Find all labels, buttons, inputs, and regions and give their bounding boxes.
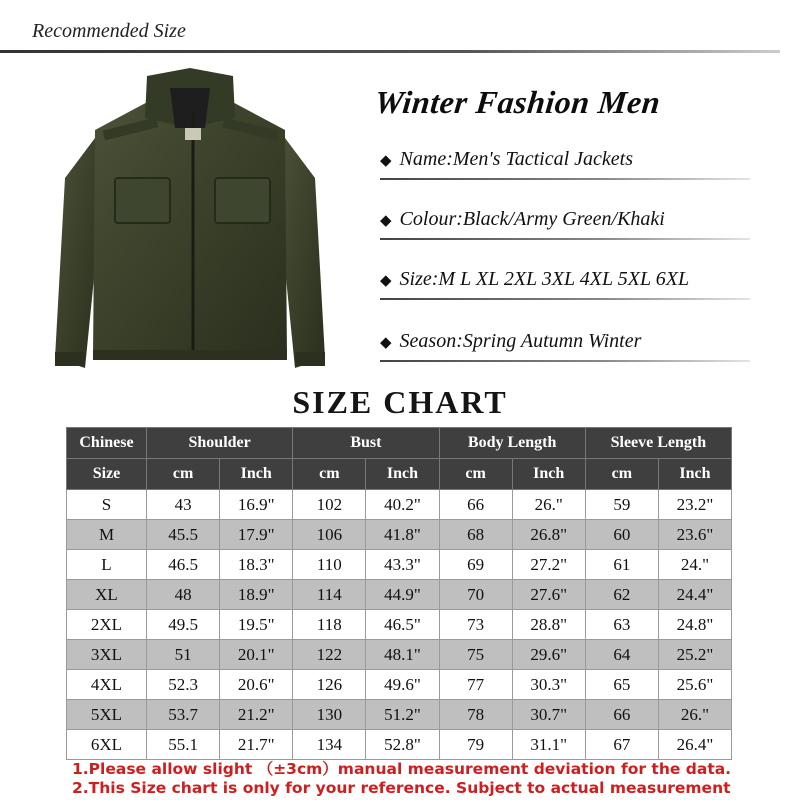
table-cell: 28.8"	[512, 610, 585, 640]
table-cell: 48.1"	[366, 640, 439, 670]
size-chart-table	[66, 427, 732, 760]
table-cell: 29.6"	[512, 640, 585, 670]
table-cell: 23.6"	[658, 520, 731, 550]
spec-colour-text: Colour:Black/Army Green/Khaki	[399, 208, 665, 230]
table-cell: 48	[147, 580, 220, 610]
table-cell: 61	[585, 550, 658, 580]
size-cell: XL	[67, 580, 147, 610]
table-cell: 52.8"	[366, 730, 439, 760]
spec-name	[380, 148, 750, 171]
table-cell: 26."	[512, 490, 585, 520]
diamond-icon: ◆	[380, 335, 392, 351]
header-sleeve-length: Sleeve Length	[585, 428, 731, 459]
table-cell: 24.4"	[658, 580, 731, 610]
header-size: Size	[67, 459, 147, 490]
spec-name-text: Name:Men's Tactical Jackets	[399, 148, 634, 170]
table-cell: 27.6"	[512, 580, 585, 610]
table-cell: 53.7	[147, 700, 220, 730]
table-cell: 122	[293, 640, 366, 670]
table-cell: 25.6"	[658, 670, 731, 700]
table-cell: 66	[585, 700, 658, 730]
table-row	[67, 610, 732, 640]
table-cell: 49.6"	[366, 670, 439, 700]
table-cell: 31.1"	[512, 730, 585, 760]
table-cell: 51.2"	[366, 700, 439, 730]
table-row	[67, 550, 732, 580]
table-row	[67, 580, 732, 610]
spec-divider	[380, 298, 750, 300]
size-cell: 6XL	[67, 730, 147, 760]
table-cell: 65	[585, 670, 658, 700]
table-cell: 20.6"	[220, 670, 293, 700]
table-cell: 19.5"	[220, 610, 293, 640]
table-cell: 43	[147, 490, 220, 520]
table-cell: 27.2"	[512, 550, 585, 580]
header-shoulder: Shoulder	[147, 428, 293, 459]
table-cell: 30.3"	[512, 670, 585, 700]
size-cell: 3XL	[67, 640, 147, 670]
table-cell: 77	[439, 670, 512, 700]
size-cell: 4XL	[67, 670, 147, 700]
unit-inch: Inch	[220, 459, 293, 490]
header-body-length: Body Length	[439, 428, 585, 459]
table-cell: 26."	[658, 700, 731, 730]
table-cell: 110	[293, 550, 366, 580]
table-cell: 46.5	[147, 550, 220, 580]
table-row	[67, 520, 732, 550]
table-cell: 51	[147, 640, 220, 670]
table-row	[67, 640, 732, 670]
table-cell: 60	[585, 520, 658, 550]
table-cell: 73	[439, 610, 512, 640]
note-reference-only: 2.This Size chart is only for your reference. Subject to actual measurement	[72, 779, 731, 797]
table-cell: 68	[439, 520, 512, 550]
table-cell: 114	[293, 580, 366, 610]
table-cell: 126	[293, 670, 366, 700]
size-cell: 5XL	[67, 700, 147, 730]
header-chinese: Chinese	[67, 428, 147, 459]
spec-divider	[380, 178, 750, 180]
spec-colour	[380, 208, 750, 231]
table-cell: 40.2"	[366, 490, 439, 520]
table-cell: 17.9"	[220, 520, 293, 550]
table-cell: 134	[293, 730, 366, 760]
spec-season	[380, 330, 750, 353]
table-cell: 70	[439, 580, 512, 610]
size-cell: M	[67, 520, 147, 550]
table-cell: 18.3"	[220, 550, 293, 580]
spec-divider	[380, 360, 750, 362]
diamond-icon: ◆	[380, 153, 392, 169]
size-chart-title: SIZE CHART	[292, 384, 508, 420]
diamond-icon: ◆	[380, 273, 392, 289]
header-divider	[0, 50, 780, 53]
table-row	[67, 730, 732, 760]
table-cell: 24.8"	[658, 610, 731, 640]
table-row	[67, 670, 732, 700]
table-cell: 26.8"	[512, 520, 585, 550]
table-cell: 52.3	[147, 670, 220, 700]
table-cell: 59	[585, 490, 658, 520]
table-row	[67, 490, 732, 520]
unit-inch: Inch	[366, 459, 439, 490]
table-cell: 69	[439, 550, 512, 580]
tactical-jacket-icon	[55, 68, 325, 388]
table-cell: 67	[585, 730, 658, 760]
header-bust: Bust	[293, 428, 439, 459]
size-cell: L	[67, 550, 147, 580]
unit-inch: Inch	[512, 459, 585, 490]
spec-size	[380, 268, 750, 291]
table-cell: 16.9"	[220, 490, 293, 520]
table-cell: 78	[439, 700, 512, 730]
table-cell: 21.2"	[220, 700, 293, 730]
table-cell: 79	[439, 730, 512, 760]
header-title: Recommended Size	[32, 20, 186, 42]
table-cell: 45.5	[147, 520, 220, 550]
unit-cm: cm	[585, 459, 658, 490]
table-cell: 102	[293, 490, 366, 520]
size-cell: S	[67, 490, 147, 520]
unit-inch: Inch	[658, 459, 731, 490]
unit-cm: cm	[439, 459, 512, 490]
diamond-icon: ◆	[380, 213, 392, 229]
note-measurement-deviation: 1.Please allow slight （±3cm）manual measurement deviation for the data.	[72, 760, 732, 778]
table-cell: 106	[293, 520, 366, 550]
unit-cm: cm	[293, 459, 366, 490]
table-cell: 62	[585, 580, 658, 610]
table-cell: 49.5	[147, 610, 220, 640]
table-cell: 66	[439, 490, 512, 520]
table-cell: 118	[293, 610, 366, 640]
table-cell: 24."	[658, 550, 731, 580]
table-cell: 30.7"	[512, 700, 585, 730]
table-row	[67, 700, 732, 730]
table-cell: 130	[293, 700, 366, 730]
table-cell: 25.2"	[658, 640, 731, 670]
table-cell: 18.9"	[220, 580, 293, 610]
table-cell: 55.1	[147, 730, 220, 760]
table-cell: 75	[439, 640, 512, 670]
table-cell: 41.8"	[366, 520, 439, 550]
table-cell: 64	[585, 640, 658, 670]
table-cell: 43.3"	[366, 550, 439, 580]
table-cell: 63	[585, 610, 658, 640]
table-cell: 44.9"	[366, 580, 439, 610]
table-cell: 21.7"	[220, 730, 293, 760]
table-cell: 26.4"	[658, 730, 731, 760]
spec-divider	[380, 238, 750, 240]
size-cell: 2XL	[67, 610, 147, 640]
table-cell: 20.1"	[220, 640, 293, 670]
table-cell: 46.5"	[366, 610, 439, 640]
spec-size-text: Size:M L XL 2XL 3XL 4XL 5XL 6XL	[399, 268, 690, 290]
spec-season-text: Season:Spring Autumn Winter	[399, 330, 642, 352]
table-cell: 23.2"	[658, 490, 731, 520]
unit-cm: cm	[147, 459, 220, 490]
product-heading: Winter Fashion Men	[373, 84, 663, 120]
